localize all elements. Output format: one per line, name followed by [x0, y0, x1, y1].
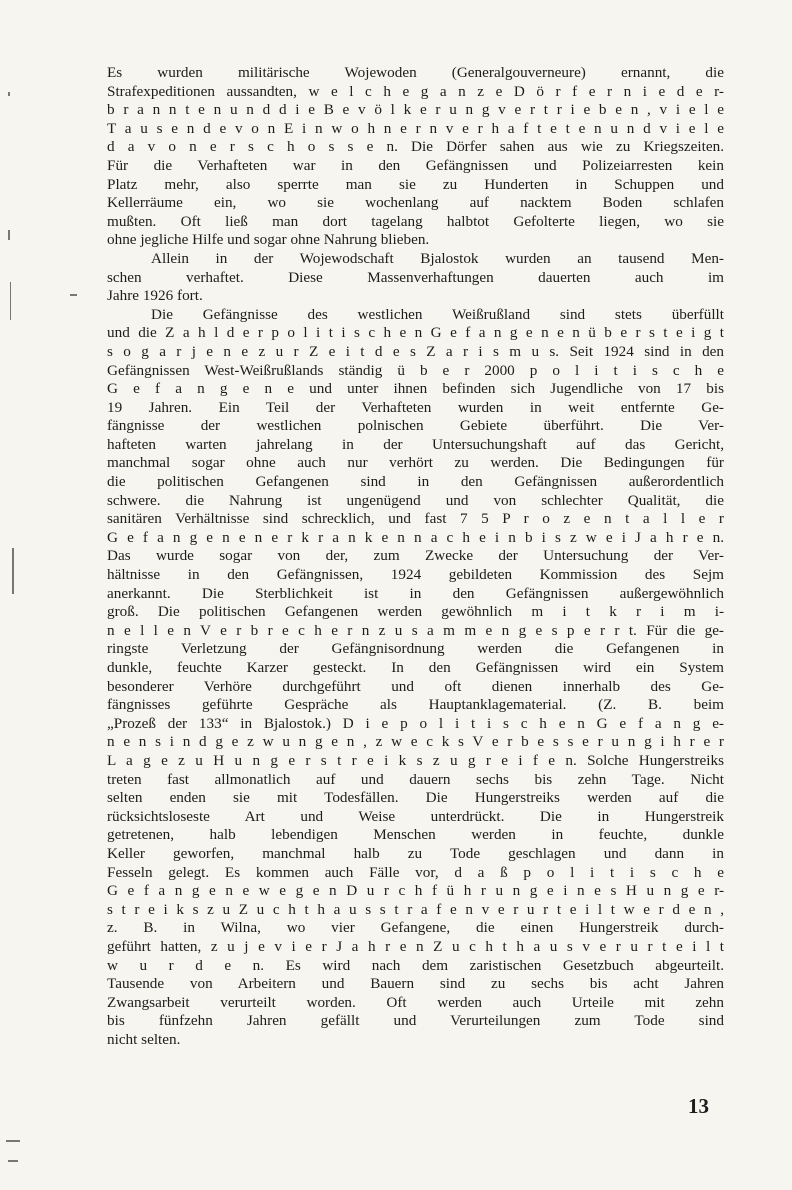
text-line: und die Z a h l d e r p o l i t i s c h e n G e f a n g e n e n ü b e r s t e i g t: [107, 324, 724, 342]
text-line: ohne jegliche Hilfe und sogar ohne Nahrung blieben.: [107, 231, 430, 249]
text-line: s t r e i k s z u Z u c h t h a u s s t r a f e n v e r u r t e i l t w e r d e n ,: [107, 900, 724, 918]
margin-speck: [8, 230, 10, 240]
text-line: 19 Jahren. Ein Teil der Verhafteten wurden in weit entfernte Ge-: [107, 398, 724, 416]
text-line: Allein in der Wojewodschaft Bjalostok wurden an tausend Men-: [151, 249, 724, 267]
text-line: „Prozeß der 133“ in Bjalostok.) D i e p o l i t i s c h e n G e f a n g e-: [107, 714, 724, 732]
text-line: Zwangsarbeit verurteilt worden. Oft werden auch Urteile mit zehn: [107, 993, 724, 1011]
text-line: Kellerräume ein, wo sie wochenlang auf nacktem Boden schlafen: [107, 194, 724, 212]
text-line: fängnisses geführte Gespräche als Hauptanklagematerial. (Z. B. beim: [107, 696, 724, 714]
text-line: hältnisse in den Gefängnissen, 1924 gebildeten Kommission des Sejm: [107, 566, 724, 584]
text-line: G e f a n g e n e und unter ihnen befinden sich Jugendliche von 17 bis: [107, 380, 724, 398]
text-line: schen verhaftet. Diese Massenverhaftungen dauerten auch im: [107, 268, 724, 286]
text-line: sanitären Verhältnisse sind schrecklich, und fast 7 5 P r o z e n t a l l e r: [107, 510, 724, 528]
text-line: hafteten warten jahrelang in der Untersuchungshaft auf das Gericht,: [107, 435, 724, 453]
text-line: T a u s e n d e v o n E i n w o h n e r n v e r h a f t e t e n u n d v i e l e: [107, 119, 724, 137]
text-line: geführt hatten, z u j e v i e r J a h r e n Z u c h t h a u s v e r u r t e i l t: [107, 937, 724, 955]
text-line: manchmal sogar ohne auch nur verhört zu werden. Die Bedingungen für: [107, 454, 724, 472]
text-line: b r a n n t e n u n d d i e B e v ö l k e r u n g v e r t r i e b e n , v i e l e: [107, 101, 724, 119]
margin-speck: [6, 1140, 20, 1142]
text-line: L a g e z u H u n g e r s t r e i k s z u g r e i f e n. Solche Hungerstreiks: [107, 751, 724, 769]
page-number: 13: [688, 1094, 709, 1118]
text-line: Tausende von Arbeitern und Bauern sind zu sechs bis acht Jahren: [107, 975, 724, 993]
margin-speck: [8, 1160, 18, 1162]
text-line: ringste Verletzung der Gefängnisordnung werden die Gefangenen in: [107, 640, 724, 658]
text-line: w u r d e n. Es wird nach dem zaristischen Gesetzbuch abgeurteilt.: [107, 956, 724, 974]
text-line: Das wurde sogar von der, zum Zwecke der Untersuchung der Ver-: [107, 547, 724, 565]
margin-speck: [12, 548, 14, 594]
text-line: Für die Verhafteten war in den Gefängnissen und Polizeiarresten kein: [107, 156, 724, 174]
text-line: mußten. Oft ließ man dort tagelang halbtot Gefolterte liegen, wo sie: [107, 212, 724, 230]
text-line: Keller geworfen, manchmal halb zu Tode geschlagen und dann in: [107, 844, 724, 862]
margin-speck: [8, 92, 10, 96]
text-line: schwere. die Nahrung ist ungenügend und von schlechter Qualität, die: [107, 491, 724, 509]
text-line: Strafexpeditionen aussandten, w e l c h e g a n z e D ö r f e r n i e d e r-: [107, 82, 724, 100]
text-line: G e f a n g e n e w e g e n D u r c h f ü h r u n g e i n e s H u n g e r-: [107, 882, 724, 900]
text-line: Die Gefängnisse des westlichen Weißrußland sind stets überfüllt: [151, 305, 724, 323]
text-line: getretenen, halb lebendigen Menschen werden in feuchte, dunkle: [107, 826, 724, 844]
text-line: besonderer Verhöre durchgeführt und oft dienen innerhalb des Ge-: [107, 677, 724, 695]
text-line: selten enden sie mit Todesfällen. Die Hungerstreiks werden auf die: [107, 789, 724, 807]
text-line: groß. Die politischen Gefangenen werden gewöhnlich m i t k r i m i-: [107, 603, 724, 621]
text-line: dunkle, feuchte Karzer gesteckt. In den Gefängnissen wird ein System: [107, 659, 724, 676]
text-line: z. B. in Wilna, wo vier Gefangene, die einen Hungerstreik durch-: [107, 919, 724, 937]
text-line: G e f a n g e n e n e r k r a n k e n n a c h e i n b i s z w e i J a h r e n.: [107, 528, 724, 546]
text-line: nicht selten.: [107, 1030, 181, 1048]
text-line: Platz mehr, also sperrte man sie zu Hunderten in Schuppen und: [107, 175, 724, 193]
text-line: Es wurden militärische Wojewoden (Generalgouverneure) ernannt, die: [107, 64, 724, 81]
text-line: treten fast allmonatlich auf und dauern sechs bis zehn Tage. Nicht: [107, 770, 724, 788]
text-line: bis fünfzehn Jahren gefällt und Verurteilungen zum Tode sind: [107, 1012, 724, 1030]
text-line: Gefängnissen West-Weißrußlands ständig ü b e r 2000 p o l i t i s c h e: [107, 361, 724, 379]
text-line: s o g a r j e n e z u r Z e i t d e s Z a r i s m u s. Seit 1924 sind in den: [107, 342, 724, 360]
margin-speck: [70, 294, 77, 296]
text-line: Jahre 1926 fort.: [107, 287, 203, 305]
text-line: anerkannt. Die Sterblichkeit ist in den Gefängnissen außergewöhnlich: [107, 584, 724, 602]
text-line: die politischen Gefangenen sind in den Gefängnissen außerordentlich: [107, 473, 724, 491]
text-line: Fesseln gelegt. Es kommen auch Fälle vor, d a ß p o l i t i s c h e: [107, 863, 724, 881]
body-text: [107, 64, 724, 1049]
text-line: fängnisse der westlichen polnischen Gebiete überführt. Die Ver-: [107, 417, 724, 435]
text-line: n e l l e n V e r b r e c h e r n z u s a m m e n g e s p e r r t. Für die ge-: [107, 621, 724, 639]
text-line: d a v o n e r s c h o s s e n. Die Dörfer sahen aus wie zu Kriegszeiten.: [107, 138, 724, 156]
text-line: n e n s i n d g e z w u n g e n , z w e c k s V e r b e s s e r u n g i h r e r: [107, 733, 724, 751]
margin-speck: [10, 282, 11, 320]
text-line: rücksichtsloseste Art und Weise unterdrückt. Die in Hungerstreik: [107, 807, 724, 825]
